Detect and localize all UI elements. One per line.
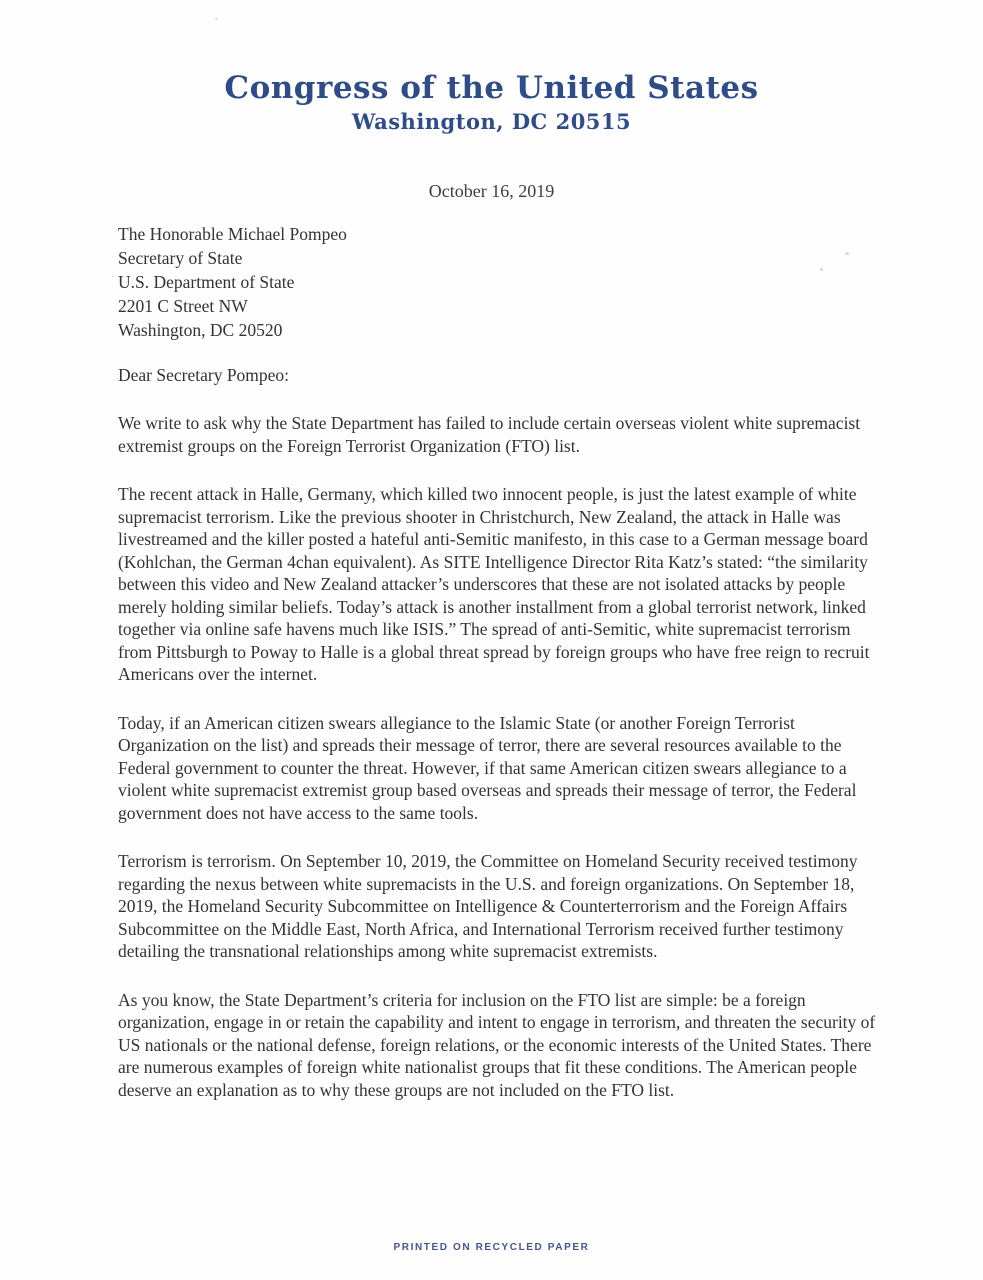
paragraph-5: As you know, the State Department’s criteria for inclusion on the FTO list are simple: be a foreign organization, engage in or retain the capability and intent to engage in terrorism, and threaten the security of US nationals or the national defense, foreign relations, or the economic interests of the United States. There are numerous examples of foreign white nationalist groups that fit these conditions. The American people deserve an explanation as to why these groups are not included on the FTO list. [118, 989, 876, 1100]
recipient-name-line: The Honorable Michael Pompeo [118, 224, 347, 244]
letterhead-title: Congress of the United States [224, 70, 759, 106]
salutation: Dear Secretary Pompeo: [118, 365, 290, 385]
scan-noise-speck [215, 18, 218, 20]
paragraph-3: Today, if an American citizen swears allegiance to the Islamic State (or another Foreign Terrorist Organization on the list) and spreads their message of terror, there are several resources available to the Federal government to counter the threat. However, if that same American citizen swears allegiance to a violent white supremacist extremist group based overseas and spreads their message of terror, the Federal government does not have access to the same tools. [118, 712, 857, 823]
recipient-city-line: Washington, DC 20520 [118, 320, 283, 340]
paragraph-2: The recent attack in Halle, Germany, which killed two innocent people, is just the latest example of white supremacist terrorism. Like the previous shooter in Christchurch, New Zealand, the attack in Halle was livestreamed and the killer posted a hateful anti-Semitic manifesto, in this case to a German message board (Kohlchan, the German 4chan equivalent). As SITE Intelligence Director Rita Katz’s stated: “the similarity between this video and New Zealand attacker’s underscores that these are not isolated attacks by people merely holding similar beliefs. Today’s attack is another installment from a global terrorist network, linked together via online safe havens much like ISIS.” The spread of anti-Semitic, white supremacist terrorism from Pittsburgh to Poway to Halle is a global threat spread by foreign groups who have free reign to recruit Americans over the internet. [118, 484, 870, 684]
recipient-street-line: 2201 C Street NW [118, 296, 248, 316]
letterhead [100, 70, 883, 134]
scan-noise-speck [845, 252, 849, 255]
letter-date: October 16, 2019 [428, 181, 555, 201]
recipient-address [118, 222, 883, 342]
recipient-agency-line: U.S. Department of State [118, 272, 295, 292]
scan-noise-speck [820, 268, 823, 271]
letterhead-subtitle: Washington, DC 20515 [351, 109, 632, 134]
paragraph-1: We write to ask why the State Department has failed to include certain overseas violent white supremacist extremist groups on the Foreign Terrorist Organization (FTO) list. [118, 413, 861, 456]
recycled-paper-note: PRINTED ON RECYCLED PAPER [393, 1242, 590, 1253]
paragraph-4: Terrorism is terrorism. On September 10, 2019, the Committee on Homeland Security received testimony regarding the nexus between white supremacists in the U.S. and foreign organizations. On September 18, 2019, the Homeland Security Subcommittee on Intelligence & Counterterrorism and the Foreign Affairs Subcommittee on the Middle East, North Africa, and International Terrorism received further testimony detailing the transnational relationships among white supremacist extremists. [118, 851, 858, 961]
recipient-title-line: Secretary of State [118, 248, 243, 268]
